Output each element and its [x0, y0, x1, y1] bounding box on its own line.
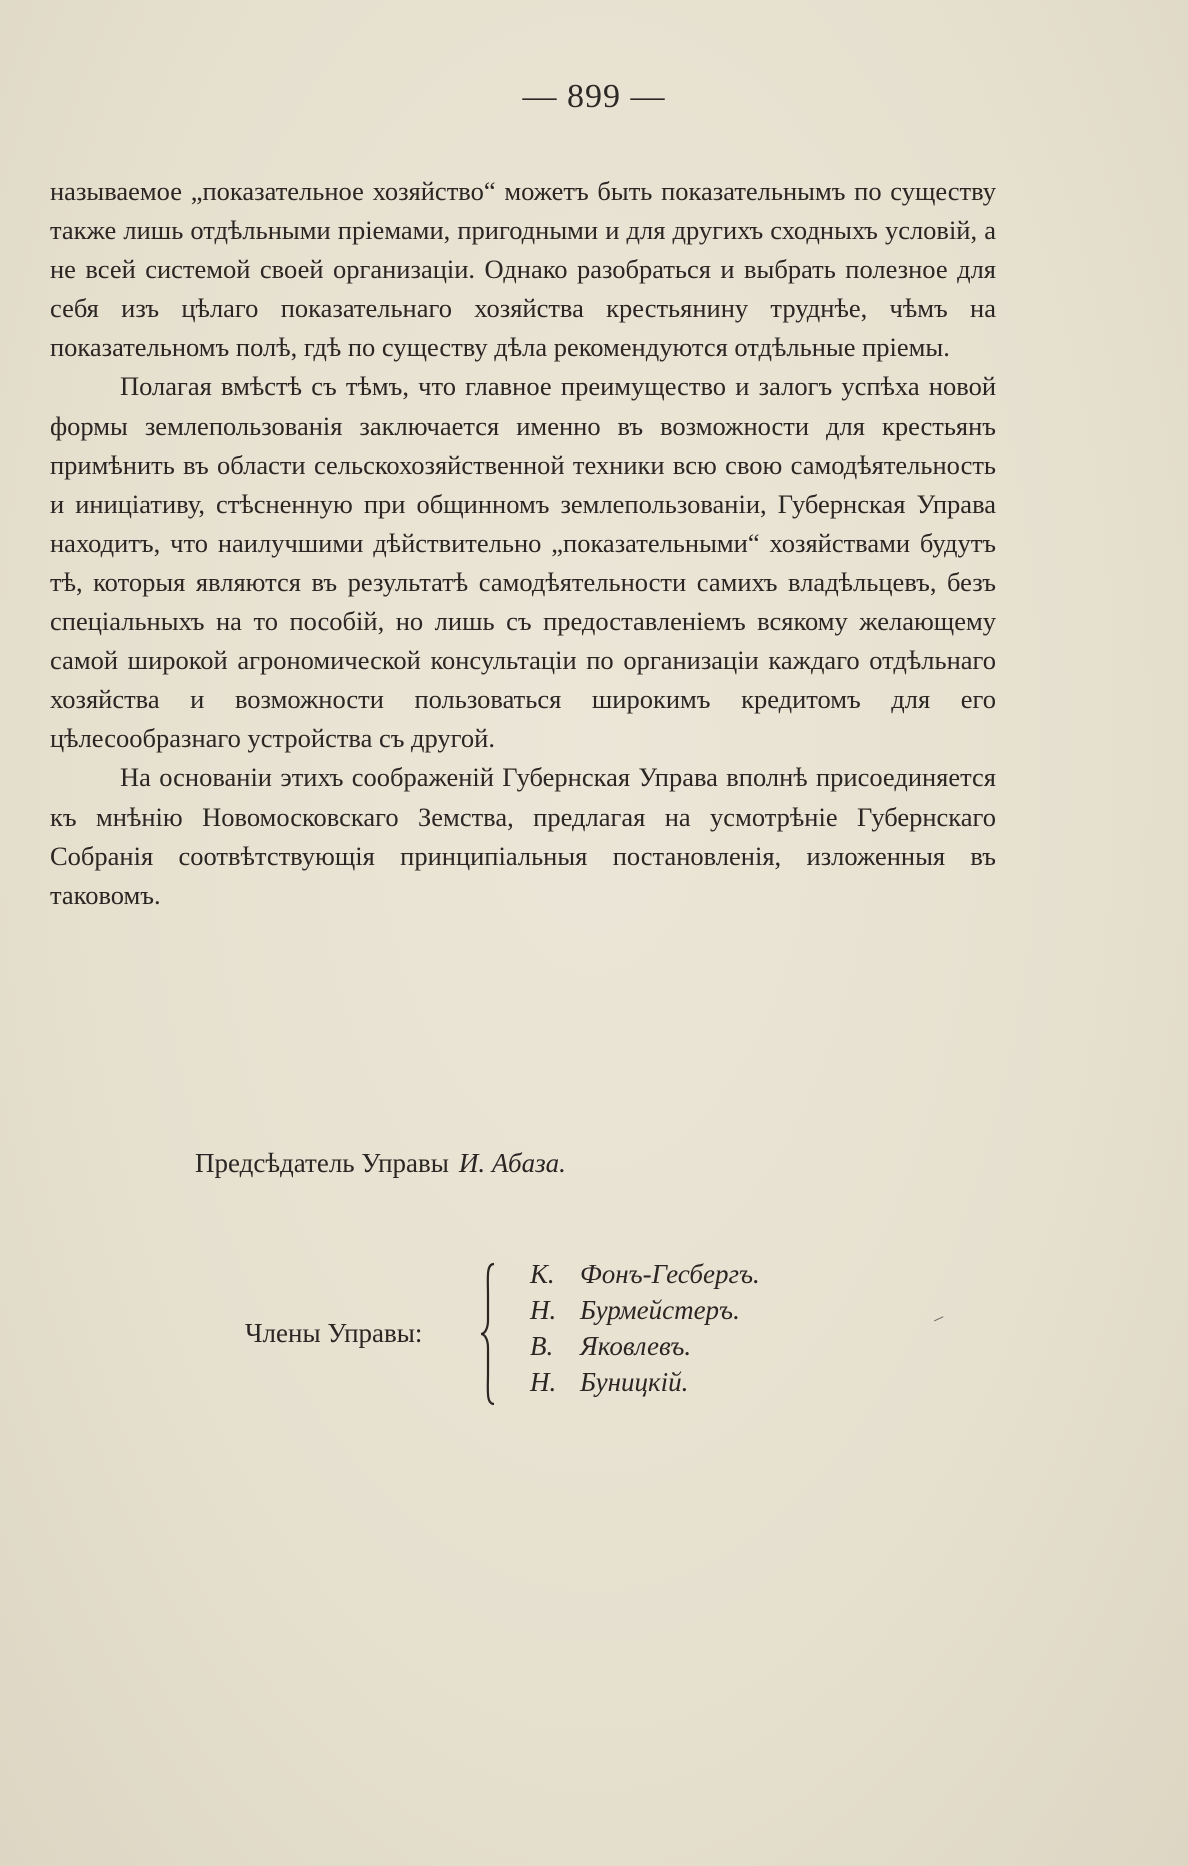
- paragraph-1: называемое „показательное хозяйство“ можетъ быть показательнымъ по существу также лишь отдѣльными пріемами, пригодными и для другихъ сходныхъ условій, а не всей системой своей организаціи. Однако разобраться и выбрать полезное для себя изъ цѣлаго показательнаго хозяйства крестьянину труднѣе, чѣмъ на показательномъ полѣ, гдѣ по существу дѣла рекомендуются отдѣльные пріемы.: [50, 176, 996, 363]
- paragraph-2: Полагая вмѣстѣ съ тѣмъ, что главное преимущество и залогъ успѣха новой формы землепользованія заключается именно въ возможности для крестьянъ примѣнить въ области сельскохозяйственной техники всю свою самодѣятельность и иниціативу, стѣсненную при общинномъ землепользованіи, Губернская Управа находитъ, что наилучшими дѣйствительно „показательными“ хозяйствами будутъ тѣ, которыя являются въ результатѣ самодѣятельности самихъ владѣльцевъ, безъ спеціальныхъ на то пособій, но лишь съ предоставленіемъ всякому желающему самой широкой агрономической консультаціи по организаціи каждаго отдѣльнаго хозяйства и возможности пользоваться широкимъ кредитомъ для его цѣлесообразнаго устройства съ другой.: [50, 371, 996, 754]
- member-item: [530, 1364, 760, 1400]
- chairman-title: Предсѣдатель Управы: [195, 1148, 449, 1178]
- curly-brace-icon: [480, 1262, 506, 1406]
- member-surname: Яковлевъ.: [580, 1331, 692, 1361]
- member-item: [530, 1256, 760, 1292]
- pencil-mark: [934, 1316, 946, 1327]
- member-surname: Буницкій.: [580, 1367, 689, 1397]
- members-label: Члены Управы:: [245, 1318, 423, 1348]
- member-initial: К.: [530, 1259, 555, 1289]
- member-surname: Бурмейстеръ.: [580, 1295, 740, 1325]
- body-text: [50, 172, 996, 915]
- members-list: [530, 1256, 760, 1400]
- member-initial: Н.: [530, 1367, 557, 1397]
- member-initial: В.: [530, 1331, 554, 1361]
- paragraph-3: На основаніи этихъ соображеній Губернская Управа вполнѣ присоединяется къ мнѣнію Новомосковскаго Земства, предлагая на усмотрѣніе Губернскаго Собранія соотвѣтствующія принципіальныя постановленія, изложенныя въ таковомъ.: [50, 762, 996, 910]
- member-item: [530, 1292, 760, 1328]
- chairman-name: И. Абаза.: [458, 1148, 566, 1178]
- member-item: [530, 1328, 760, 1364]
- member-initial: Н.: [530, 1295, 557, 1325]
- member-surname: Фонъ-Гесбергъ.: [580, 1259, 760, 1289]
- chairman-signature: [195, 1148, 566, 1179]
- page-number: — 899 —: [522, 78, 666, 115]
